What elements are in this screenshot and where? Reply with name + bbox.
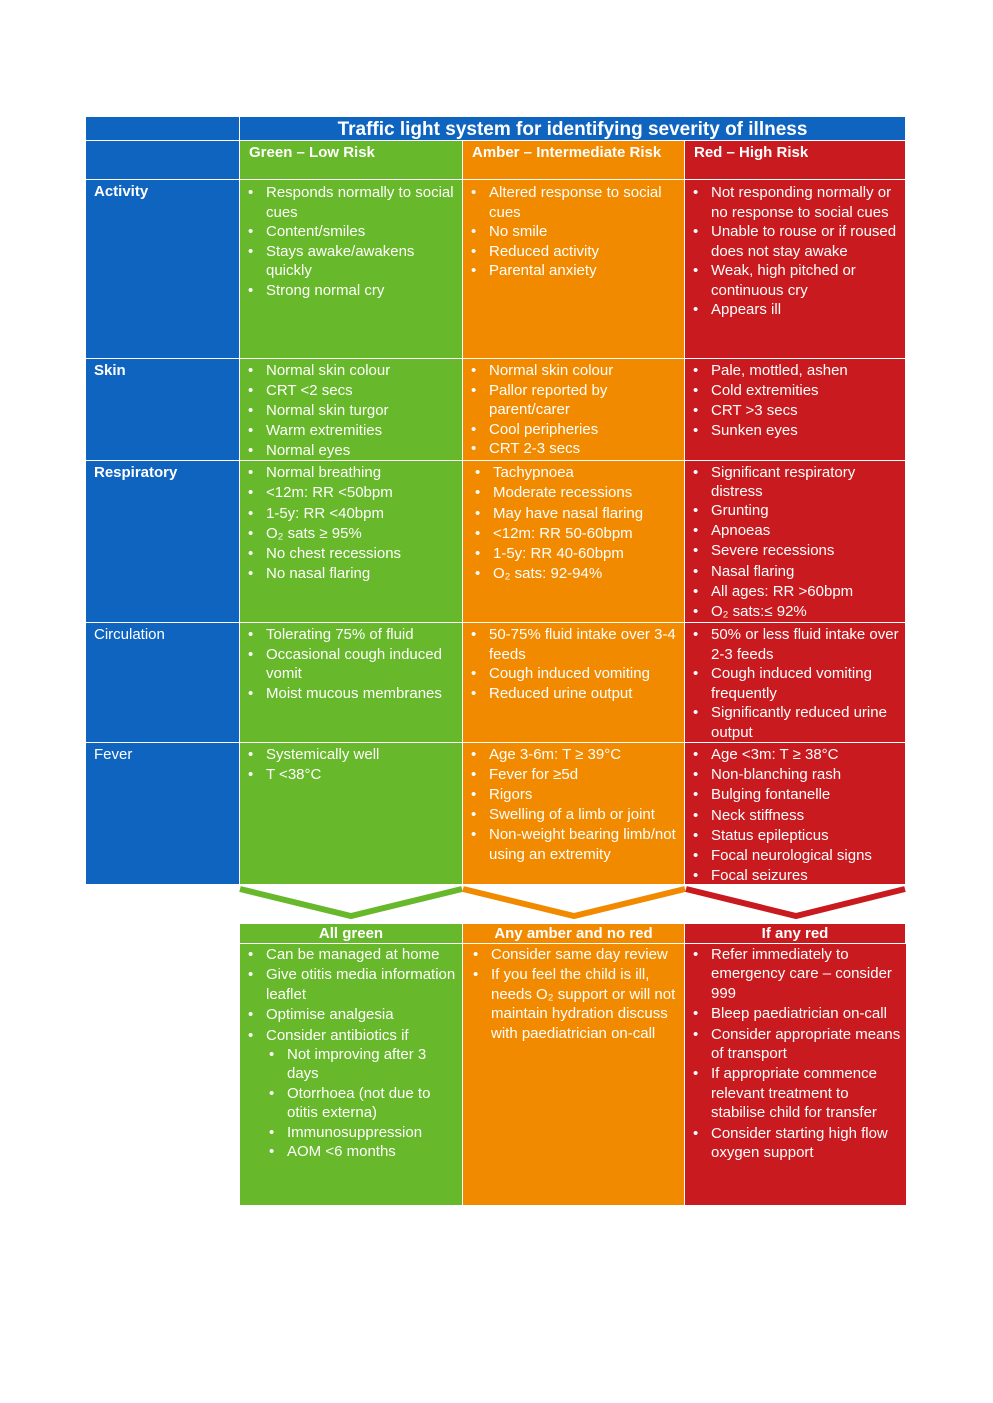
list-item: • Moist mucous membranes	[266, 684, 458, 704]
list-item: • Unable to rouse or if roused does not stay awake	[711, 222, 901, 261]
list-item: • Sunken eyes	[711, 421, 901, 441]
red-chevron-icon	[686, 889, 905, 916]
list-item: • Non-blanching rash	[711, 765, 901, 785]
list-item: • Consider starting high flow oxygen support	[711, 1124, 902, 1163]
outcome-heading-amber: Any amber and no red	[463, 924, 685, 944]
list-item: • Bleep paediatrician on-call	[711, 1004, 902, 1023]
header-label-cell	[86, 141, 240, 180]
list-item: • No chest recessions	[266, 544, 458, 564]
list-item: • Tolerating 75% of fluid	[266, 625, 458, 645]
list-item: • Occasional cough induced vomit	[266, 645, 458, 684]
fever-red	[685, 743, 906, 885]
list-item: • Systemically well	[266, 745, 458, 765]
list-item: • Reduced activity	[489, 242, 680, 262]
respiratory-green	[240, 461, 463, 623]
respiratory-amber	[463, 461, 685, 623]
list-item: • Normal skin colour	[266, 361, 458, 381]
list-item: • Severe recessions	[711, 541, 901, 561]
row-label-fever: Fever	[86, 743, 240, 885]
list-item: • <12m: RR 50-60bpm	[493, 524, 680, 544]
outcome-red	[685, 944, 906, 1205]
circulation-green	[240, 623, 463, 743]
list-item: • O₂ sats: 92-94%	[493, 564, 680, 584]
list-item: • If you feel the child is ill, needs O₂ support or will not maintain hydration discuss with paediatrician on-call	[491, 965, 680, 1043]
list-item: • 1-5y: RR 40-60bpm	[493, 544, 680, 564]
list-item: • Significant respiratory distress	[711, 463, 901, 501]
activity-red	[685, 180, 906, 359]
skin-red	[685, 359, 906, 461]
list-item: • Cool peripheries	[489, 420, 680, 440]
outcome-amber	[463, 944, 685, 1205]
list-item: • Swelling of a limb or joint	[489, 805, 680, 825]
outcome-heading-red: If any red	[685, 924, 906, 944]
list-item: • Nasal flaring	[711, 562, 901, 582]
sub-list-item: • Otorrhoea (not due to otitis externa)	[287, 1084, 458, 1123]
list-item: • T <38°C	[266, 765, 458, 785]
list-item: • Neck stiffness	[711, 806, 901, 826]
list-item: • Focal neurological signs	[711, 846, 901, 866]
list-item: • 1-5y: RR <40bpm	[266, 504, 458, 524]
header-amber: Amber – Intermediate Risk	[463, 141, 685, 180]
list-item: • Altered response to social cues	[489, 183, 680, 222]
list-item: • Optimise analgesia	[266, 1005, 458, 1024]
list-item: • Stays awake/awakens quickly	[266, 242, 458, 281]
list-item: • Rigors	[489, 785, 680, 805]
list-item: • Normal eyes	[266, 441, 458, 461]
list-item: • If appropriate commence relevant treatment to stabilise child for transfer	[711, 1064, 902, 1122]
list-item: • CRT <2 secs	[266, 381, 458, 401]
row-label-circulation: Circulation	[86, 623, 240, 743]
list-item: • Moderate recessions	[493, 483, 680, 503]
list-item: • Focal seizures	[711, 866, 901, 886]
chevron-arrows	[239, 885, 907, 921]
list-item: • 50-75% fluid intake over 3-4 feeds	[489, 625, 680, 664]
list-item: • No nasal flaring	[266, 564, 458, 584]
list-item: • Pale, mottled, ashen	[711, 361, 901, 381]
list-item: • Strong normal cry	[266, 281, 458, 301]
list-item: • Fever for ≥5d	[489, 765, 680, 785]
list-item: • All ages: RR >60bpm	[711, 582, 901, 602]
circulation-red	[685, 623, 906, 743]
green-chevron-icon	[240, 889, 462, 916]
outcome-heading-green: All green	[240, 924, 463, 944]
respiratory-red	[685, 461, 906, 623]
list-item: • Warm extremities	[266, 421, 458, 441]
list-item: • No smile	[489, 222, 680, 242]
list-item: • Normal skin turgor	[266, 401, 458, 421]
list-item: • CRT >3 secs	[711, 401, 901, 421]
skin-green	[240, 359, 463, 461]
list-item: • Weak, high pitched or continuous cry	[711, 261, 901, 300]
activity-amber	[463, 180, 685, 359]
list-item: • Give otitis media information leaflet	[266, 965, 458, 1004]
list-item: • Tachypnoea	[493, 463, 680, 483]
list-item: • Normal breathing	[266, 463, 458, 483]
list-item: • Parental anxiety	[489, 261, 680, 281]
header-red: Red – High Risk	[685, 141, 906, 180]
amber-chevron-icon	[463, 889, 685, 916]
row-label-respiratory: Respiratory	[86, 461, 240, 623]
list-item: • Status epilepticus	[711, 826, 901, 846]
row-label-skin: Skin	[86, 359, 240, 461]
list-item: • Cough induced vomiting	[489, 664, 680, 684]
list-item: • Pallor reported by parent/carer	[489, 381, 680, 420]
list-item: • Refer immediately to emergency care – consider 999	[711, 945, 902, 1003]
list-item: • Age <3m: T ≥ 38°C	[711, 745, 901, 765]
skin-amber	[463, 359, 685, 461]
sub-list-item: • AOM <6 months	[287, 1142, 458, 1161]
list-item: • Cough induced vomiting frequently	[711, 664, 901, 703]
list-item: • Age 3-6m: T ≥ 39°C	[489, 745, 680, 765]
fever-green	[240, 743, 463, 885]
fever-amber	[463, 743, 685, 885]
list-item: • Content/smiles	[266, 222, 458, 242]
list-item: • Consider appropriate means of transport	[711, 1025, 902, 1064]
activity-green	[240, 180, 463, 359]
list-item	[266, 1026, 458, 1162]
list-item: • Significantly reduced urine output	[711, 703, 901, 742]
sub-list-item: • Immunosuppression	[287, 1123, 458, 1142]
circulation-amber	[463, 623, 685, 743]
list-item: • 50% or less fluid intake over 2-3 feeds	[711, 625, 901, 664]
list-item: • Apnoeas	[711, 521, 901, 541]
header-green: Green – Low Risk	[240, 141, 463, 180]
list-item: • May have nasal flaring	[493, 504, 680, 524]
list-item: • Not responding normally or no response to social cues	[711, 183, 901, 222]
outcome-green	[240, 944, 463, 1205]
list-item: • <12m: RR <50bpm	[266, 483, 458, 503]
list-item: • O₂ sats:≤ 92%	[711, 602, 901, 622]
list-item: • Consider same day review	[491, 945, 680, 964]
list-item: • Reduced urine output	[489, 684, 680, 704]
list-item: • Grunting	[711, 501, 901, 521]
list-item: • Responds normally to social cues	[266, 183, 458, 222]
list-item: • Non-weight bearing limb/not using an extremity	[489, 825, 680, 864]
list-item: • Can be managed at home	[266, 945, 458, 964]
list-item: • Cold extremities	[711, 381, 901, 401]
list-item: • Appears ill	[711, 300, 901, 320]
row-label-activity: Activity	[86, 180, 240, 359]
list-item: • Bulging fontanelle	[711, 785, 901, 805]
list-item-text: Consider antibiotics if	[266, 1026, 409, 1044]
list-item: • Normal skin colour	[489, 361, 680, 381]
table-title: Traffic light system for identifying severity of illness	[240, 117, 906, 141]
corner-cell	[86, 117, 240, 141]
list-item: • CRT 2-3 secs	[489, 439, 680, 459]
list-item: • O₂ sats ≥ 95%	[266, 524, 458, 544]
sub-list-item: • Not improving after 3 days	[287, 1045, 458, 1084]
